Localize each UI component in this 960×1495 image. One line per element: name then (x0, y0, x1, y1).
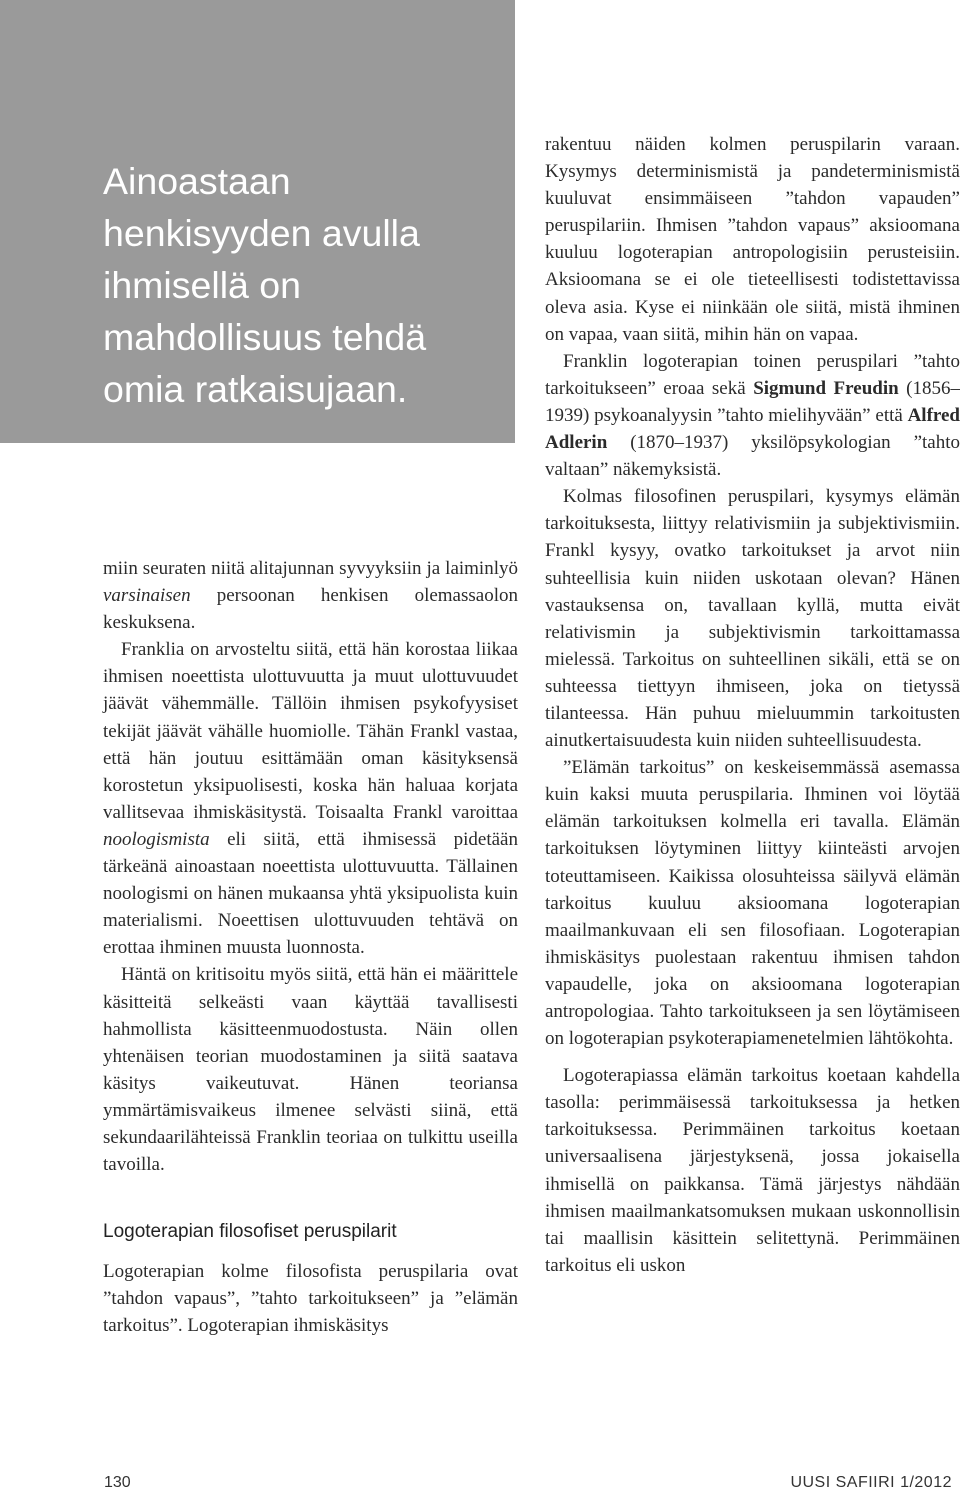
left-column (103, 555, 518, 1339)
journal-name: UUSI SAFIIRI 1/2012 (790, 1474, 952, 1491)
left-paragraph-3: Häntä on kritisoitu myös siitä, että hän ei määrittele käsitteitä selkeästi vaan käyttää tavallisesti hahmollista käsitteenmuodostusta. Näin ollen yhtenäisen teorian muodostaminen ja siitä saatava käsitys vaikeutuvat. Hänen teoriansa ymmärtämisvaikeus ilmenee selvästi siinä, että sekundaarilähteissä Franklin teoriaa on tulkittu useilla tavoilla. (103, 964, 518, 1176)
emphasis-noologismista: noologismista (103, 828, 210, 850)
right-paragraph-1: rakentuu näiden kolmen peruspilarin varaan. Kysymys determinismistä ja pandeterminismistä kuuluvat ensimmäiseen ”tahdon vapauden” peruspilariin. Ihmisen ”tahdon vapaus” aksioomana kuuluu logoterapian antropologisiin perusteisiin. Aksioomana se ei ole tieteellisesti todistettavissa oleva asia. Kyse ei niinkään ole siitä, mistä ihminen on vapaa, vaan siitä, mihin hän on vapaa. (545, 134, 960, 345)
pull-quote: Ainoastaan henkisyyden avulla ihmisellä on mahdollisuus tehdä omia ratkaisujaan. (103, 160, 427, 410)
pull-quote-box (0, 0, 515, 443)
right-column (545, 131, 960, 1279)
section-heading: Logoterapian filosofiset peruspilarit (103, 1221, 397, 1243)
left-paragraph-1: miin seuraten niitä alitajunnan syvyyksiin ja laiminlyö varsinaisen persoonan henkisen olemassaolon keskuksena. (103, 558, 518, 634)
page-number: 130 (104, 1474, 131, 1491)
right-paragraph-4: ”Elämän tarkoitus” on keskeisemmässä asemassa kuin kaksi muuta peruspilaria. Ihminen voi löytää elämän tarkoituksen kolmella eri tavalla. Elämän tarkoituksen löytyminen liittyy kiinteästi arvojen toteuttamiseen. Kaikissa olosuhteissa säilyvä elämän tarkoitus kuuluu aksioomana logoterapian maailmankuvaan eli sen filosofiaan. Logoterapian ihmiskäsitys puolestaan rakentuu ihmisen tahdon vapaudelle, joka on aksioomana logoterapian antropologiaa. Tahto tarkoitukseen ja sen löytämiseen on logoterapian psykoterapiamenetelmien lähtökohta. (545, 757, 960, 1050)
left-paragraph-4: Logoterapian kolme filosofista peruspilaria ovat ”tahdon vapaus”, ”tahto tarkoitukseen” ja ”elämän tarkoitus”. Logoterapian ihmiskäsitys (103, 1261, 518, 1337)
right-paragraph-5: Logoterapiassa elämän tarkoitus koetaan kahdella tasolla: perimmäisessä tarkoituksessa ja hetken tarkoituksessa. Perimmäinen tarkoitus koetaan universaalisena järjestyksenä, jossa jokaisella ihmisellä on paikkansa. Tämä järjestys nähdään ihmisen maailmankatsomuksen mukaan uskonnollisin tai maallisin käsittein selitettynä. Perimmäinen tarkoitus eli uskon (545, 1065, 960, 1276)
name-sigmund-freud: Sigmund Freudin (753, 377, 899, 399)
name-alfred-adler: Alfred Adlerin (545, 404, 960, 454)
right-paragraph-2: Franklin logoterapian toinen peruspilari ”tahto tarkoitukseen” eroaa sekä Sigmund Freudin (1856–1939) psykoanalyysin ”tahto mielihyvään” että Alfred Adlerin (1870–1937) yksilöpsykologian ”tahto valtaan” näkemyksistä. (545, 350, 960, 481)
left-paragraph-2: Franklia on arvosteltu siitä, että hän korostaa liikaa ihmisen noeettista ulottuvuutta ja muut ulottuvuudet jäävät vähemmälle. Tällöin ihmisen psykofyysiset tekijät jäävät vähälle huomiolle. Tähän Frankl vastaa, että hän joutuu esittämään oman käsityksensä korostetun yksipuolisesti, koska hän haluaa korjata vallitsevaa ihmiskäsitystä. Toisaalta Frankl varoittaa noologismista eli siitä, että ihmisessä pidetään tärkeänä ainoastaan noeettista ulottuvuutta. Tällainen noologismi on hänen mukaansa yhtä yksipuolista kuin materialismi. Noeettisen ulottuvuuden tehtävä on erottaa ihminen muusta luonnosta. (103, 639, 518, 959)
emphasis-varsinaisen: varsinaisen (103, 585, 191, 607)
right-paragraph-3: Kolmas filosofinen peruspilari, kysymys elämän tarkoituksesta, liittyy relativismiin ja subjektivismiin. Frankl kysyy, ovatko tarkoitukset ja arvot niin suhteellisia kuin niiden uskotaan olevan? Hänen vastauksensa on, tavallaan kyllä, mutta eivät relativismin ja subjektivismin tarkoittamassa mielessä. Tarkoitus on suhteellinen sikäli, että se on suhteessa tiettyyn ihmiseen, joka on tietyssä tilanteessa. Hän puhuu mieluummin tarkoitusten ainutkertaisuudesta kuin niiden suhteellisuudesta. (545, 486, 960, 752)
